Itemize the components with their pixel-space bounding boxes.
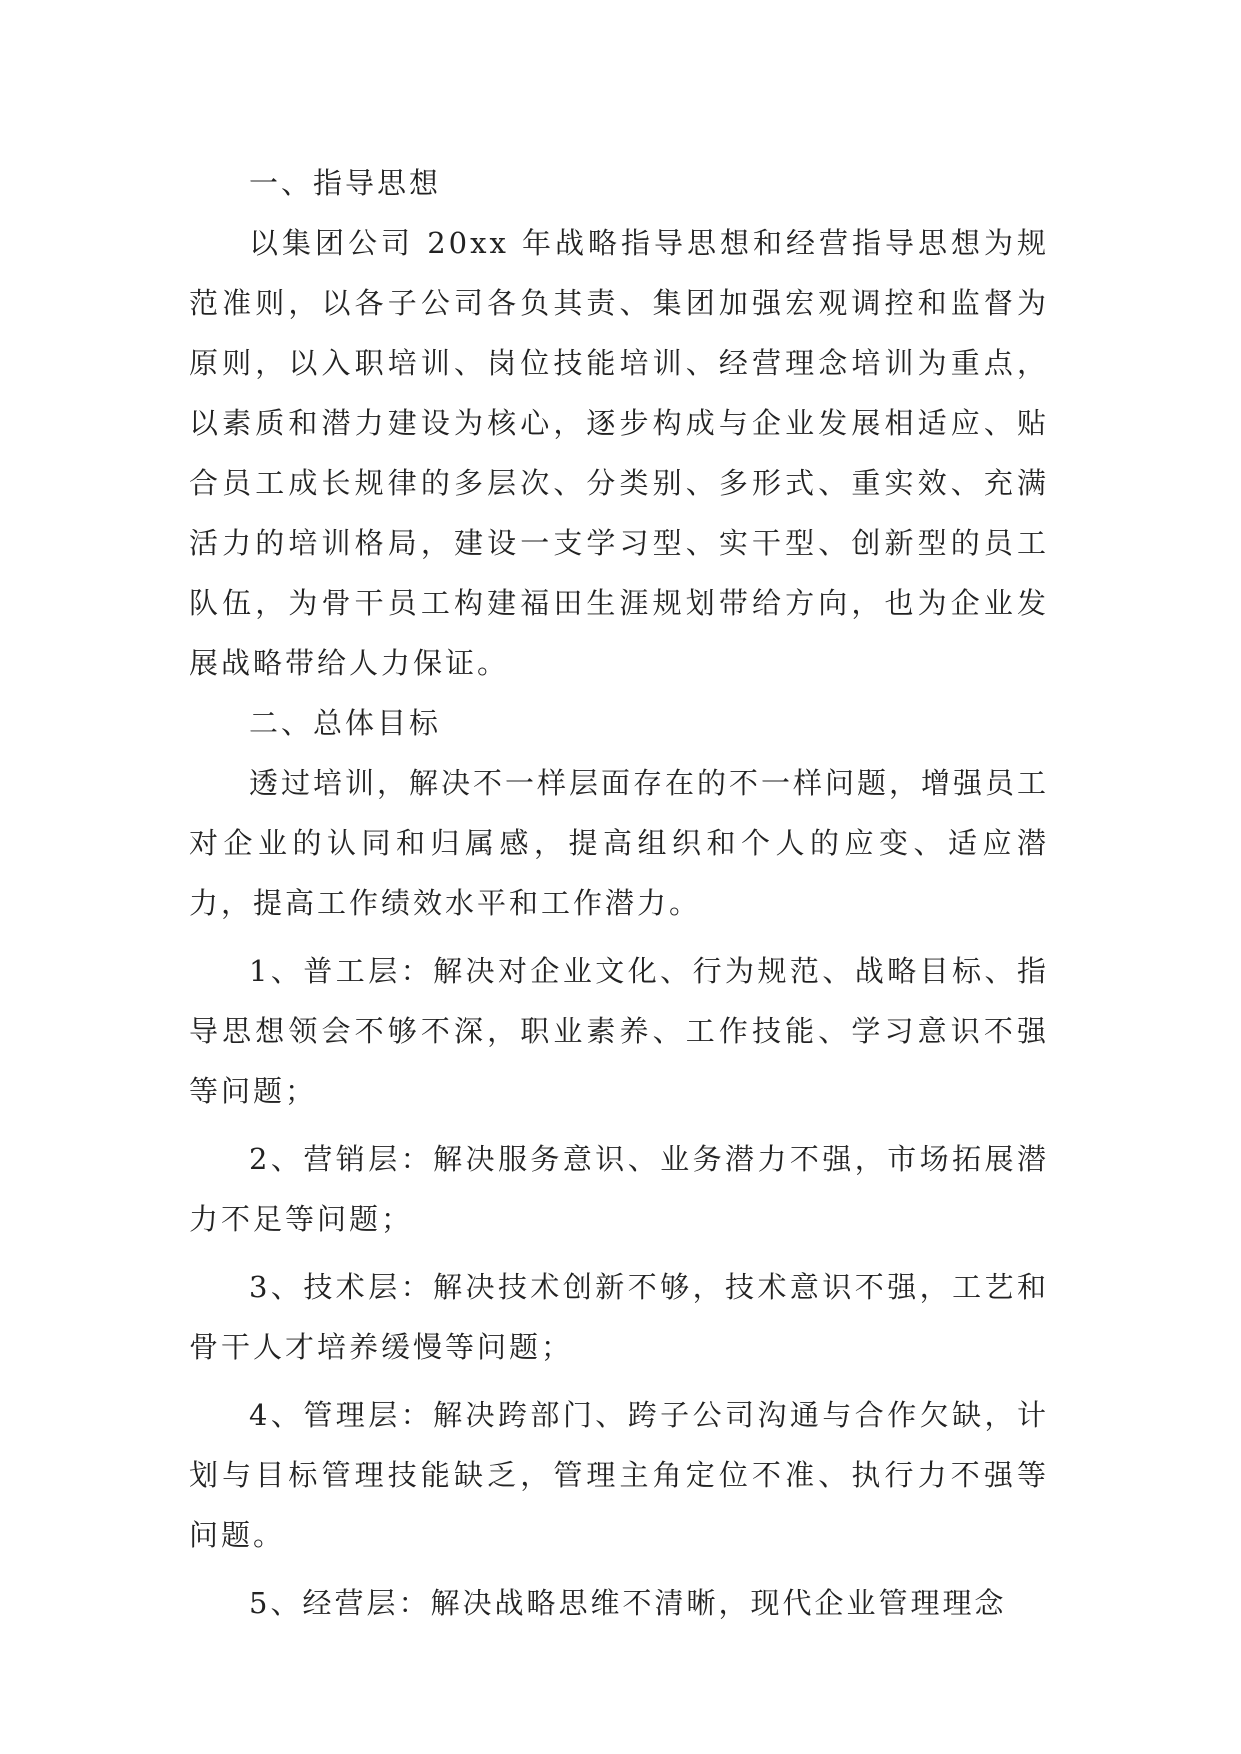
list-item-worker-level: 1、普工层：解决对企业文化、行为规范、战略目标、指导思想领会不够不深，职业素养、工作技能、学习意识不强等问题； xyxy=(189,954,1049,1108)
list-item-management-level: 4、管理层：解决跨部门、跨子公司沟通与合作欠缺，计划与目标管理技能缺乏，管理主角定位不准、执行力不强等问题。 xyxy=(189,1398,1049,1552)
document-body xyxy=(189,153,1049,1633)
list-item-marketing-level: 2、营销层：解决服务意识、业务潜力不强，市场拓展潜力不足等问题； xyxy=(189,1142,1049,1236)
list-item-technical-level: 3、技术层：解决技术创新不够，技术意识不强，工艺和骨干人才培养缓慢等问题； xyxy=(189,1270,1049,1364)
list-item-operation-level: 5、经营层：解决战略思维不清晰，现代企业管理理念 xyxy=(249,1586,1007,1620)
paragraph-overall-goal: 透过培训，解决不一样层面存在的不一样问题，增强员工对企业的认同和归属感，提高组织和个人的应变、适应潜力，提高工作绩效水平和工作潜力。 xyxy=(189,766,1050,920)
section-heading-overall-goal: 二、总体目标 xyxy=(249,706,442,740)
paragraph-guiding-ideology: 以集团公司 20xx 年战略指导思想和经营指导思想为规范准则，以各子公司各负其责、集团加强宏观调控和监督为原则，以入职培训、岗位技能培训、经营理念培训为重点，以素质和潜力建设为核心，逐步构成与企业发展相适应、贴合员工成长规律的多层次、分类别、多形式、重实效、充满活力的培训格局，建设一支学习型、实干型、创新型的员工队伍，为骨干员工构建福田生涯规划带给方向，也为企业发展战略带给人力保证。 xyxy=(189,226,1049,680)
section-heading-guiding-ideology: 一、指导思想 xyxy=(249,166,442,200)
